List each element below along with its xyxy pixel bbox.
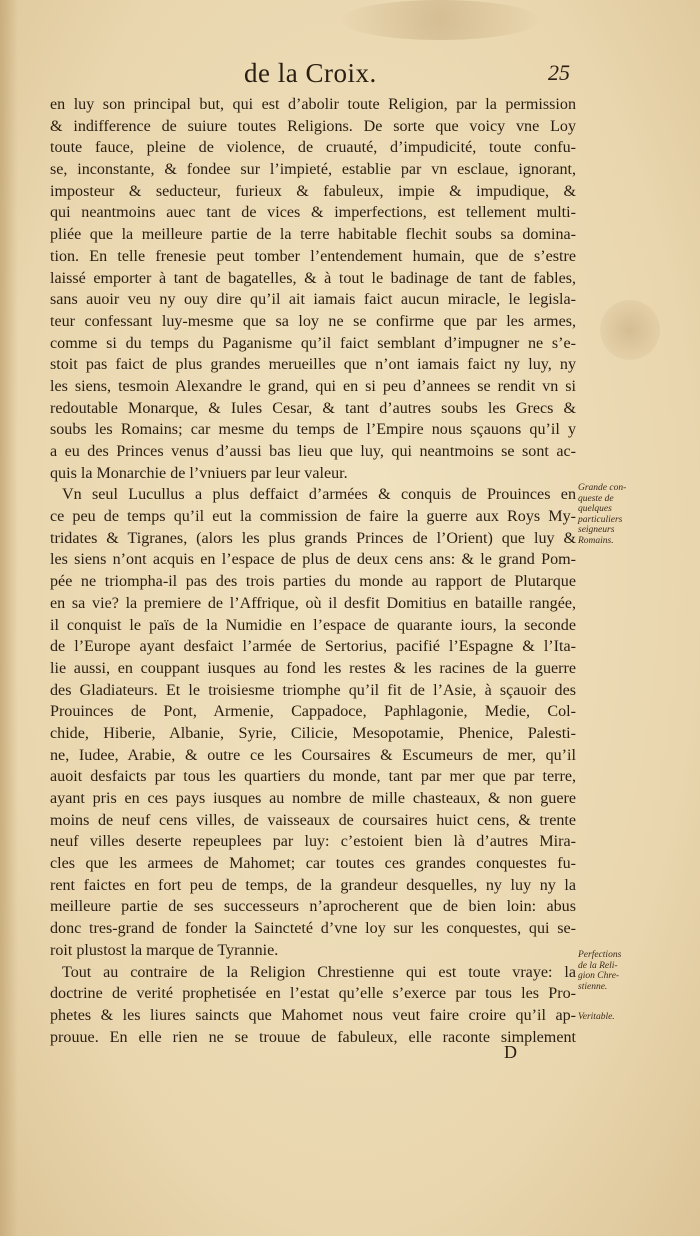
text-line: redoutable Monarque, & Iules Cesar, & tant d’autres soubs les Grecs & xyxy=(50,399,576,417)
text-line: quis la Monarchie de l’vniuers par leur valeur. xyxy=(50,464,348,482)
text-line: moins de neuf cens villes, de vaisseaux de coursaires huict cens, & trente xyxy=(50,811,576,829)
text-line: qui neantmoins auec tant de vices & imperfections, est tellement multi- xyxy=(50,204,576,222)
text-line: tridates & Tigranes, (alors les plus grands Princes de l’Orient) que luy & xyxy=(50,529,576,547)
text-line: Prouinces de Pont, Armenie, Cappadoce, Paphlagonie, Medie, Col- xyxy=(50,703,576,721)
text-line: les siens, tesmoin Alexandre le grand, qui en si peu d’annees se rendit vn si xyxy=(50,377,576,395)
margin-note-line: particuliers xyxy=(578,514,623,525)
text-line: neuf villes deserte repeuplees par luy: c’estoient bien là d’autres Mira- xyxy=(50,833,576,851)
text-line: ayant pris en ces pays iusques au nombre de mille chasteaux, & non guere xyxy=(50,790,576,807)
text-line: roit plustost la marque de Tyrannie. xyxy=(50,941,279,959)
paper-stain xyxy=(600,300,660,360)
margin-note-perfections xyxy=(578,950,646,992)
margin-note-line: quelques xyxy=(578,504,612,514)
margin-note-line: seigneurs xyxy=(578,525,615,535)
text-line: doctrine de verité prophetisée en l’estat qu’elle s’exerce par tous les Pro- xyxy=(50,985,576,1003)
text-line: & indifference de suiure toutes Religions. De sorte que voicy vne Loy xyxy=(50,117,576,135)
text-line: auoit desfaicts par tous les quartiers du monde, tant par mer que par terre, xyxy=(50,768,576,786)
page-number: 25 xyxy=(548,60,570,85)
text-line: Vn seul Lucullus a plus deffaict d’armées & conquis de Prouinces en xyxy=(62,486,576,504)
text-line: en sa vie? la premiere de l’Affrique, où il desfit Domitius en bataille rangée, xyxy=(50,594,576,612)
text-line: en luy son principal but, qui est d’abolir toute Religion, par la permission xyxy=(50,96,576,113)
text-line: ne, Iudee, Arabie, & outre ce les Coursaires & Escumeurs de mer, qu’il xyxy=(50,746,576,764)
text-line: de l’Europe ayant desfaict l’armée de Sertorius, pacifié l’Espagne & l’Ita- xyxy=(50,638,576,656)
text-line: pliée que la meilleure partie de la terre habitable flechit soubs sa domina- xyxy=(50,226,576,244)
signature-mark: D xyxy=(504,1042,517,1062)
text-line: lie aussi, en couppant iusques au fond les restes & les racines de la guerre xyxy=(50,659,576,677)
text-line: toute fauce, pleine de violence, de cruauté, d’impudicité, toute confu- xyxy=(50,139,576,157)
text-line: rent faictes en fort peu de temps, de la grandeur desquelles, ny luy ny la xyxy=(50,876,576,894)
margin-note-veritable xyxy=(578,1012,646,1023)
text-line: ce peu de temps qu’il eut la commission de faire la guerre aux Roys My- xyxy=(50,508,576,526)
text-line: des Gladiateurs. Et le troisiesme triomphe qu’il fit de l’Asie, à sçauoir des xyxy=(50,681,576,699)
paper-stain xyxy=(340,0,540,40)
running-title: de la Croix. xyxy=(244,58,377,88)
text-line: se, inconstante, & fondee sur l’impieté, establie par vn esclaue, ignorant, xyxy=(50,161,576,179)
text-line: tion. En telle frenesie peut tomber l’entendement humain, que de s’estre xyxy=(50,247,576,265)
text-line: chide, Hiberie, Albanie, Syrie, Cilicie, Mesopotamie, Phenice, Palesti- xyxy=(50,724,576,742)
margin-note-line: Grande con- xyxy=(578,483,627,493)
text-line: comme si du temps du Paganisme qu’il faict semblant d’impugner ne s’e- xyxy=(50,334,576,352)
text-line: donc tres-grand de fonder la Saincteté d’vne loy sur les conquestes, qui se- xyxy=(50,920,576,938)
margin-note-conquests xyxy=(578,483,646,546)
text-line: Tout au contraire de la Religion Chrestienne qui est toute vraye: la xyxy=(62,963,576,981)
margin-note-line: stienne. xyxy=(578,981,608,992)
text-line: phetes & les liures saincts que Mahomet nous veut faire croire qu’il ap- xyxy=(50,1006,576,1024)
text-line: laissé emporter à tant de bagatelles, & à tout le badinage de tant de fables, xyxy=(50,269,576,287)
text-line: il conquist le païs de la Numidie en l’espace de quarante iours, la seconde xyxy=(50,616,576,634)
text-line: soubs les Romains; car mesme du temps de l’Empire nous sçauons qu’il y xyxy=(50,421,576,439)
text-line: meilleure partie de ses successeurs n’aprocherent que de bien loin: abus xyxy=(50,898,576,916)
page-spine-shadow xyxy=(0,0,18,1236)
margin-note-line: Perfections xyxy=(578,950,622,960)
margin-note-line: Veritable. xyxy=(578,1012,615,1022)
body-text xyxy=(50,94,576,1048)
text-line: prouue. En elle rien ne se trouue de fabuleux, elle raconte simplement xyxy=(50,1028,576,1046)
text-line: teur confessant luy-mesme que sa loy ne se confirme que par les armes, xyxy=(50,312,576,330)
text-line: sans auoir veu ny ouy dire qu’il ait iamais faict aucun miracle, le legisla- xyxy=(50,291,576,309)
margin-note-line: de la Reli- xyxy=(578,960,618,971)
text-line: imposteur & seducteur, furieux & fabuleux, impie & impudique, & xyxy=(50,182,576,200)
page-header xyxy=(0,58,700,92)
text-line: les siens n’ont acquis en l’espace de plus de deux cens ans: & le grand Pom- xyxy=(50,551,576,569)
margin-note-line: Romains. xyxy=(578,535,614,546)
text-line: stoit pas faict de plus grandes merueilles que n’ont iamais faict ny luy, ny xyxy=(50,356,576,374)
text-line: pée ne triompha-il pas des trois parties du monde au rapport de Plutarque xyxy=(50,573,576,591)
margin-note-line: gion Chre- xyxy=(578,971,620,981)
text-line: a eu des Princes venus d’aussi bas lieu que luy, qui neantmoins se sont ac- xyxy=(50,443,576,460)
text-line: cles que les armees de Mahomet; car toutes ces grandes conquestes fu- xyxy=(50,855,576,873)
margin-note-line: queste de xyxy=(578,493,614,504)
